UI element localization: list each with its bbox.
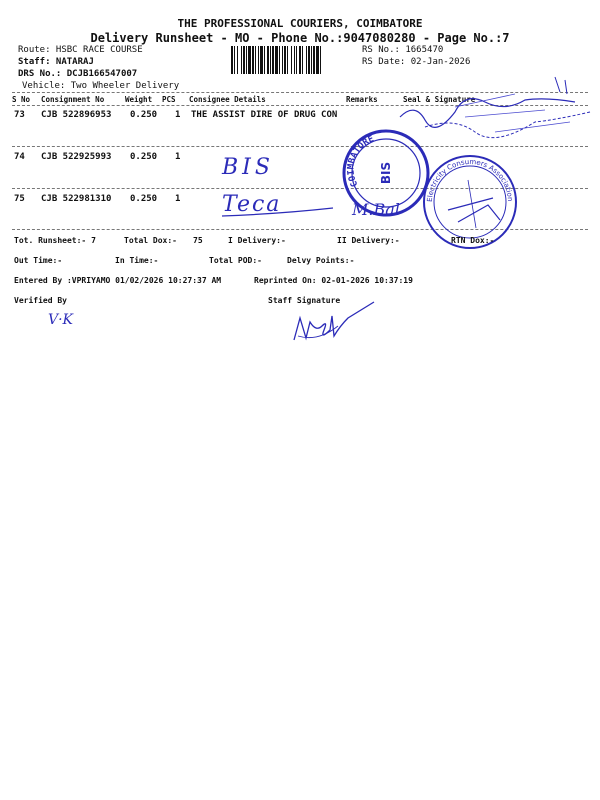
rtn-dox-label: RTN Dox:- (451, 236, 495, 245)
col-header-consignment: Consignment No (41, 95, 105, 104)
barcode-bar (270, 46, 271, 74)
row-pcs: 1 (175, 110, 181, 120)
staff-signature-scribble (288, 296, 378, 348)
row-consignment: CJB 522896953 (41, 110, 112, 120)
vehicle-label: Vehicle: Two Wheeler Delivery (22, 81, 180, 91)
bis-stamp-center-text: BIS (379, 161, 393, 185)
barcode-bar (272, 46, 274, 74)
delvy-points-label: Delvy Points:- (287, 256, 355, 265)
handwritten-teca: Teca (222, 192, 282, 217)
out-time-label: Out Time:- (14, 256, 63, 265)
col-header-consignee: Consignee Details (189, 95, 266, 104)
barcode-bar (234, 46, 235, 74)
barcode-bar (313, 46, 315, 74)
barcode-bar (267, 46, 269, 74)
rs-date: RS Date: 02-Jan-2026 (362, 57, 471, 67)
barcode-image (231, 46, 357, 74)
barcode-bar (237, 46, 238, 74)
barcode-bar (284, 46, 286, 74)
barcode-bar (296, 46, 297, 74)
runsheet-title: Delivery Runsheet - MO - Phone No.:9047080280 - Page No.:7 (90, 31, 510, 45)
reprinted-on: Reprinted On: 02-01-2026 10:37:19 (254, 276, 413, 285)
row-weight: 0.250 (130, 152, 158, 162)
verified-initials: V·K (48, 312, 74, 328)
barcode-bar (241, 46, 242, 74)
barcode-bar (299, 46, 301, 74)
barcode-bar (275, 46, 278, 74)
col-header-seal: Seal & Signature (403, 95, 476, 104)
row-sno: 74 (14, 152, 25, 162)
verified-by-label: Verified By (14, 296, 67, 305)
barcode-bar (231, 46, 233, 74)
row-sno: 75 (14, 194, 25, 204)
handwritten-remark: M.Bal (352, 200, 400, 219)
barcode-bar (320, 46, 321, 74)
row-pcs: 1 (175, 152, 181, 162)
barcode-bar (258, 46, 259, 74)
barcode-bar (264, 46, 265, 74)
row-sno: 73 (14, 110, 25, 120)
barcode-bar (252, 46, 254, 74)
company-title: THE PROFESSIONAL COURIERS, COIMBATORE (177, 17, 423, 30)
barcode-bar (287, 46, 288, 74)
handwritten-bis: BIS (222, 155, 274, 180)
barcode-bar (255, 46, 256, 74)
col-header-pcs: PCS (162, 95, 176, 104)
total-dox-label: Total Dox:- (124, 236, 177, 245)
handwriting-underline-stroke (218, 196, 338, 222)
barcode-bar (279, 46, 280, 74)
col-header-weight: Weight (125, 95, 153, 104)
in-time-label: In Time:- (115, 256, 159, 265)
barcode-bar (306, 46, 307, 74)
i-delivery-label: I Delivery:- (228, 236, 286, 245)
bis-stamp-arc-text: COIMBATORE (346, 134, 376, 189)
staff-signature-label: Staff Signature (268, 296, 341, 305)
svg-text:Electricity Consumers Associat (426, 158, 514, 202)
col-header-remarks: Remarks (346, 95, 378, 104)
barcode-bar (282, 46, 283, 74)
route-label: Route: HSBC RACE COURSE (18, 45, 143, 55)
barcode-bar (243, 46, 245, 74)
row-weight: 0.250 (130, 110, 158, 120)
barcode-bar (260, 46, 263, 74)
barcode-bar (246, 46, 247, 74)
barcode-bar (248, 46, 251, 74)
row-consignment: CJB 522925993 (41, 152, 112, 162)
row-consignee: THE ASSIST DIRE OF DRUG CON (191, 110, 338, 120)
barcode-bar (311, 46, 312, 74)
association-stamp-arc-text: Electricity Consumers Association (425, 157, 515, 203)
barcode-bar (294, 46, 295, 74)
total-runsheet: Tot. Runsheet:- 7 (14, 236, 96, 245)
svg-text:COIMBATORE (346, 134, 375, 188)
total-pod-label: Total POD:- (209, 256, 262, 265)
rs-number: RS No.: 1665470 (362, 45, 444, 55)
staff-label: Staff: NATARAJ (18, 57, 94, 67)
ii-delivery-label: II Delivery:- (337, 236, 400, 245)
barcode-bar (308, 46, 310, 74)
entered-by: Entered By :VPRIYAMO 01/02/2026 10:27:37 AM (14, 276, 222, 285)
total-dox-value: 75 (193, 236, 203, 245)
row-consignment: CJB 522981310 (41, 194, 112, 204)
row-weight: 0.250 (130, 194, 158, 204)
row-pcs: 1 (175, 194, 181, 204)
drs-number: DRS No.: DCJB166547007 (18, 69, 138, 79)
col-header-sno: S No (12, 95, 31, 104)
barcode-bar (302, 46, 303, 74)
barcode-bar (291, 46, 292, 74)
barcode-bar (316, 46, 319, 74)
